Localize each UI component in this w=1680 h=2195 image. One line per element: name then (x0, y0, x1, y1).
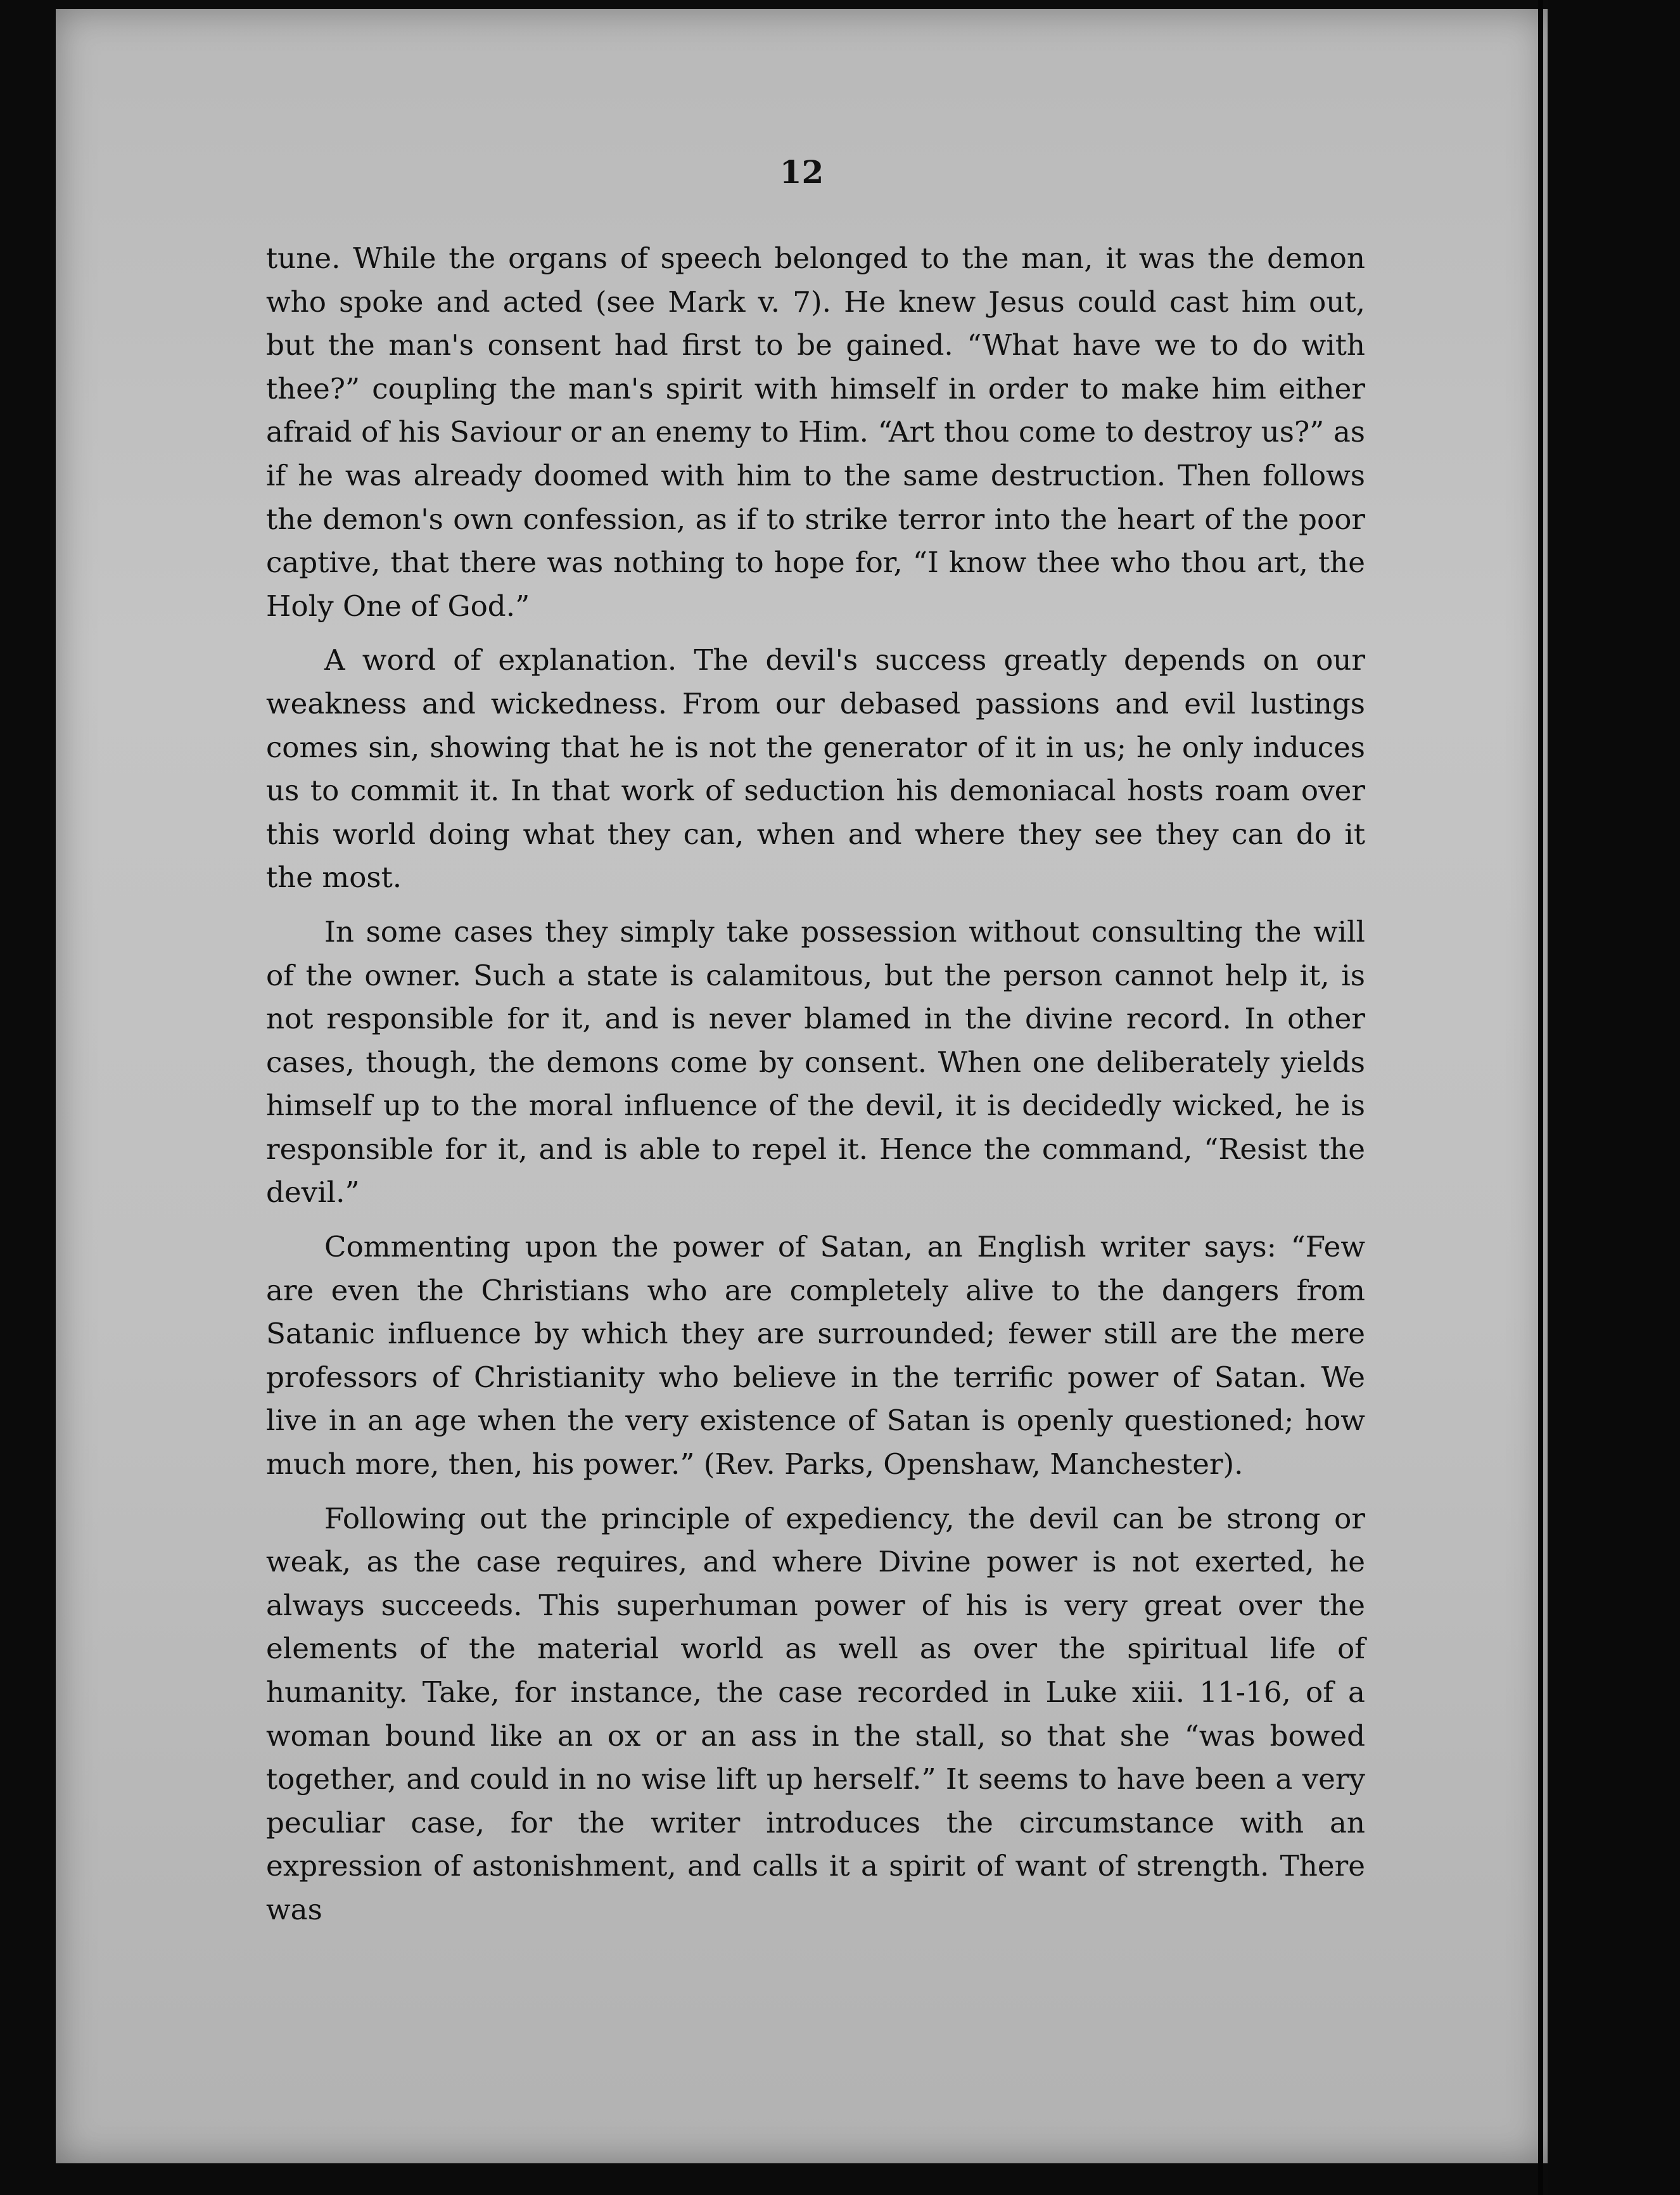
paragraph: A word of explanation. The devil's success greatly depends on our weakness and wickedness. From our debased passions and evil lustings comes sin, showing that he is not the generator of it in us; he only induces us to commit it. In that work of seduction his demoniacal hosts roam over this world doing what they can, when and where they see they can do it the most. (266, 643, 1365, 895)
book-page (56, 9, 1548, 2163)
binding-edge (1538, 0, 1543, 2195)
scan-margin (1548, 0, 1680, 2195)
body-text (266, 237, 1365, 1943)
paragraph: Commenting upon the power of Satan, an English writer says: “Few are even the Christians who are completely alive to the dangers from Satanic influence by which they are surrounded; fewer still are the mere professors of Christianity who believe in the terrific power of Satan. We live in an age when the very existence of Satan is openly questioned; how much more, then, his power.” (Rev. Parks, Openshaw, Manchester). (266, 1230, 1365, 1481)
page-number: 12 (779, 153, 824, 191)
paragraph: Following out the principle of expediency, the devil can be strong or weak, as the case requires, and where Divine power is not exerted, he always succeeds. This superhuman power of his is very great over the elements of the material world as well as over the spiritual life of humanity. Take, for instance, the case recorded in Luke xiii. 11-16, of a woman bound like an ox or an ass in the stall, so that she “was bowed together, and could in no wise lift up herself.” It seems to have been a very peculiar case, for the writer introduces the circumstance with an expression of astonishment, and calls it a spirit of want of strength. There was (266, 1501, 1365, 1926)
paragraph: In some cases they simply take possession without consulting the will of the owner. Such a state is calamitous, but the person cannot help it, is not responsible for it, and is never blamed in the divine record. In other cases, though, the demons come by consent. When one deliberately yields himself up to the moral influence of the devil, it is decidedly wicked, he is responsible for it, and is able to repel it. Hence the command, “Resist the devil.” (266, 914, 1365, 1210)
paragraph: tune. While the organs of speech belonged to the man, it was the demon who spoke and acted (see Mark v. 7). He knew Jesus could cast him out, but the man's consent had first to be gained. “What have we to do with thee?” coupling the man's spirit with himself in order to make him either afraid of his Saviour or an enemy to Him. “Art thou come to destroy us?” as if he was already doomed with him to the same destruction. Then follows the demon's own confession, as if to strike terror into the heart of the poor captive, that there was nothing to hope for, “I know thee who thou art, the Holy One of God.” (266, 241, 1365, 623)
